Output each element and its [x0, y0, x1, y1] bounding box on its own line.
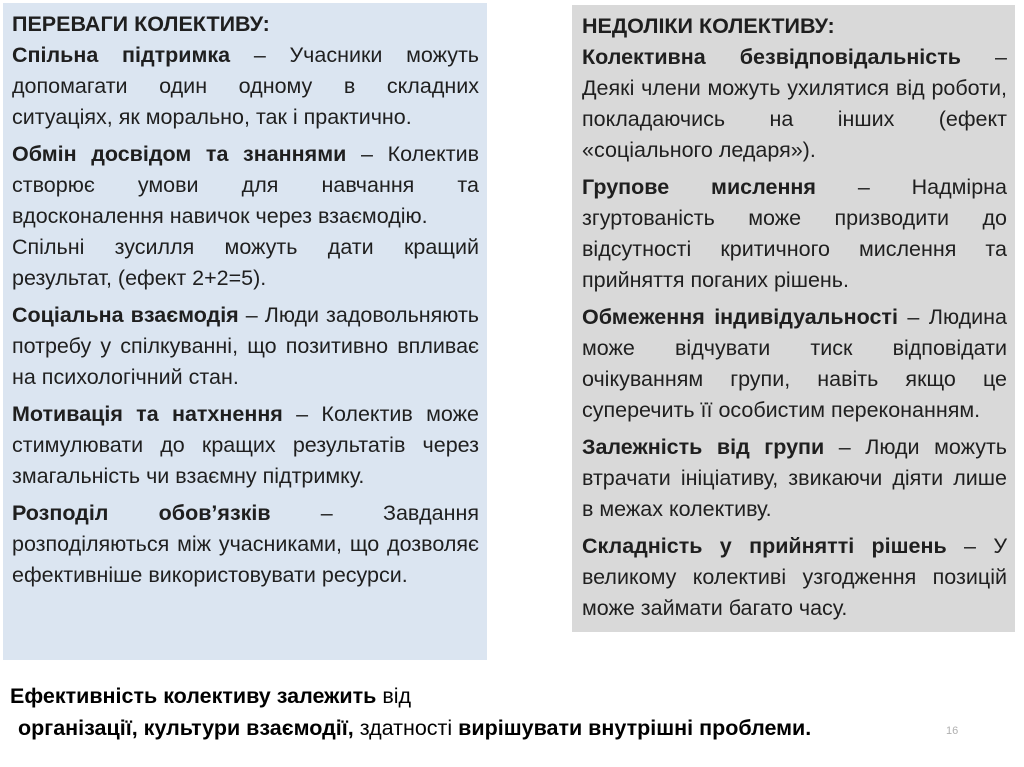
advantage-item: Спільна підтримка – Учасники можуть допомагати один одному в складних ситуаціях, як морально, так і практично.: [12, 43, 479, 129]
disadvantage-item: Складність у прийнятті рішень – У великому колективі узгодження позицій може займати багато часу.: [582, 534, 1007, 620]
advantages-heading: ПЕРЕВАГИ КОЛЕКТИВУ:: [12, 12, 270, 36]
conclusion-line-2: організації, культури взаємодії, здатності вирішувати внутрішні проблеми.: [18, 716, 812, 740]
advantage-item: Розподіл обов’язків – Завдання розподіляються між учасниками, що дозволяє ефективніше використовувати ресурси.: [12, 501, 479, 587]
disadvantages-heading: НЕДОЛІКИ КОЛЕКТИВУ:: [582, 14, 835, 38]
disadvantage-item: Колективна безвідповідальність – Деякі члени можуть ухилятися від роботи, покладаючись на інших (ефект «соціального ледаря»).: [582, 45, 1007, 162]
page-number: 16: [946, 725, 959, 737]
disadvantage-item: Групове мислення – Надмірна згуртованість може призводити до відсутності критичного мислення та прийняття поганих рішень.: [582, 175, 1007, 292]
disadvantage-item: Обмеження індивідуальності – Людина може відчувати тиск відповідати очікуванням групи, навіть якщо це суперечить її особистим переконанням.: [582, 305, 1007, 422]
conclusion-text: [10, 680, 1020, 744]
conclusion-line-1: Ефективність колективу залежить від: [10, 684, 412, 708]
advantage-item: Соціальна взаємодія – Люди задовольняють потребу у спілкуванні, що позитивно впливає на психологічний стан.: [12, 303, 480, 389]
disadvantage-item: Залежність від групи – Люди можуть втрачати ініціативу, звикаючи діяти лише в межах колективу.: [582, 435, 1007, 521]
advantage-item: Обмін досвідом та знаннями – Колектив створює умови для навчання та вдосконалення навичок через взаємодію.: [12, 142, 480, 228]
advantages-panel: [3, 3, 487, 660]
advantage-extra-text: Спільні зусилля можуть дати кращий результат, (ефект 2+2=5).: [12, 235, 479, 290]
advantage-item: Мотивація та натхнення – Колектив може стимулювати до кращих результатів через змагальність чи взаємну підтримку.: [12, 402, 479, 488]
disadvantages-panel: [572, 5, 1015, 632]
